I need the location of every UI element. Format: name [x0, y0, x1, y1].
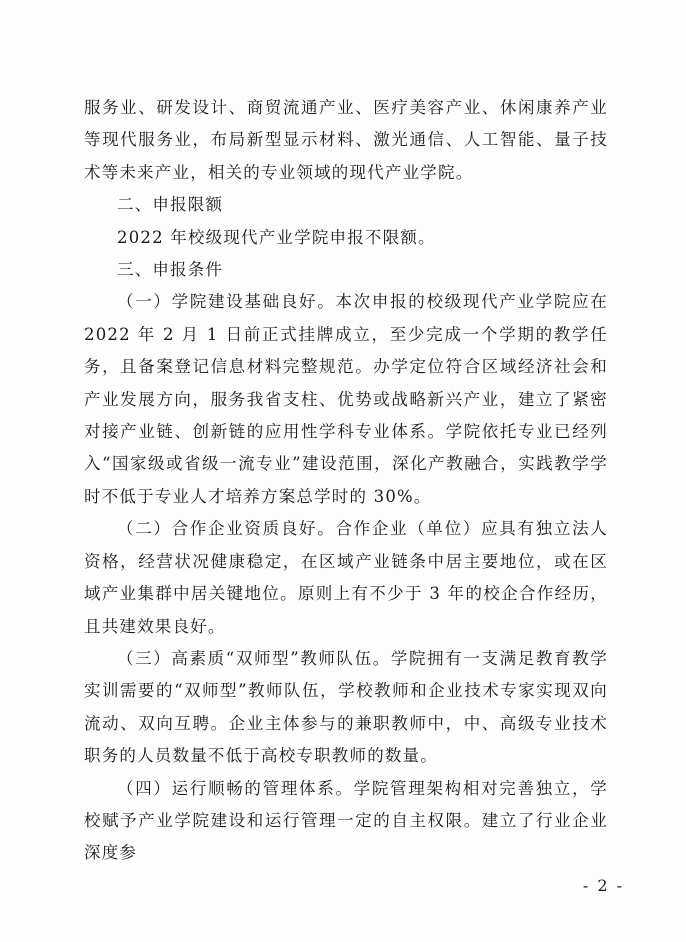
paragraph-condition-4: （四）运行顺畅的管理体系。学院管理架构相对完善独立，学校赋予产业学院建设和运行管理一定的自主权限。建立了行业企业深度参 — [84, 778, 608, 863]
paragraph-quota: 2022 年校级现代产业学院申报不限额。 — [117, 227, 436, 247]
paragraph-condition-1: （一）学院建设基础良好。本次申报的校级现代产业学院应在 2022 年 2 月 1 日前正式挂牌成立，至少完成一个学期的教学任务，且备案登记信息材料完整规范。办学定位符合区域经济社会和产业发展方向，服务我省支柱、优势或战略新兴产业，建立了紧密对接产业链、创新链的应用性学科专业体系。学院依托专业已经列入“国家级或省级一流专业”建设范围，深化产教融合，实践教学学时不低于专业人才培养方案总学时的 30%。 — [84, 292, 608, 506]
body-text — [84, 92, 608, 870]
paragraph-continuation: 服务业、研发设计、商贸流通产业、医疗美容产业、休闲康养产业等现代服务业，布局新型显示材料、激光通信、人工智能、量子技术等未来产业，相关的专业领域的现代产业学院。 — [84, 98, 608, 182]
section-heading-conditions: 三、申报条件 — [117, 260, 224, 280]
paragraph-condition-2: （二）合作企业资质良好。合作企业（单位）应具有独立法人资格，经营状况健康稳定，在区域产业链条中居主要地位，或在区域产业集群中居关键地位。原则上有不少于 3 年的校企合作经历，且共建效果良好。 — [84, 519, 608, 636]
section-heading-quota: 二、申报限额 — [117, 195, 224, 215]
page-number: - 2 - — [582, 876, 624, 895]
paragraph-condition-3: （三）高素质“双师型”教师队伍。学院拥有一支满足教育教学实训需要的“双师型”教师队伍，学校教师和企业技术专家实现双向流动、双向互聘。企业主体参与的兼职教师中，中、高级专业技术职务的人员数量不低于高校专职教师的数量。 — [84, 648, 608, 766]
